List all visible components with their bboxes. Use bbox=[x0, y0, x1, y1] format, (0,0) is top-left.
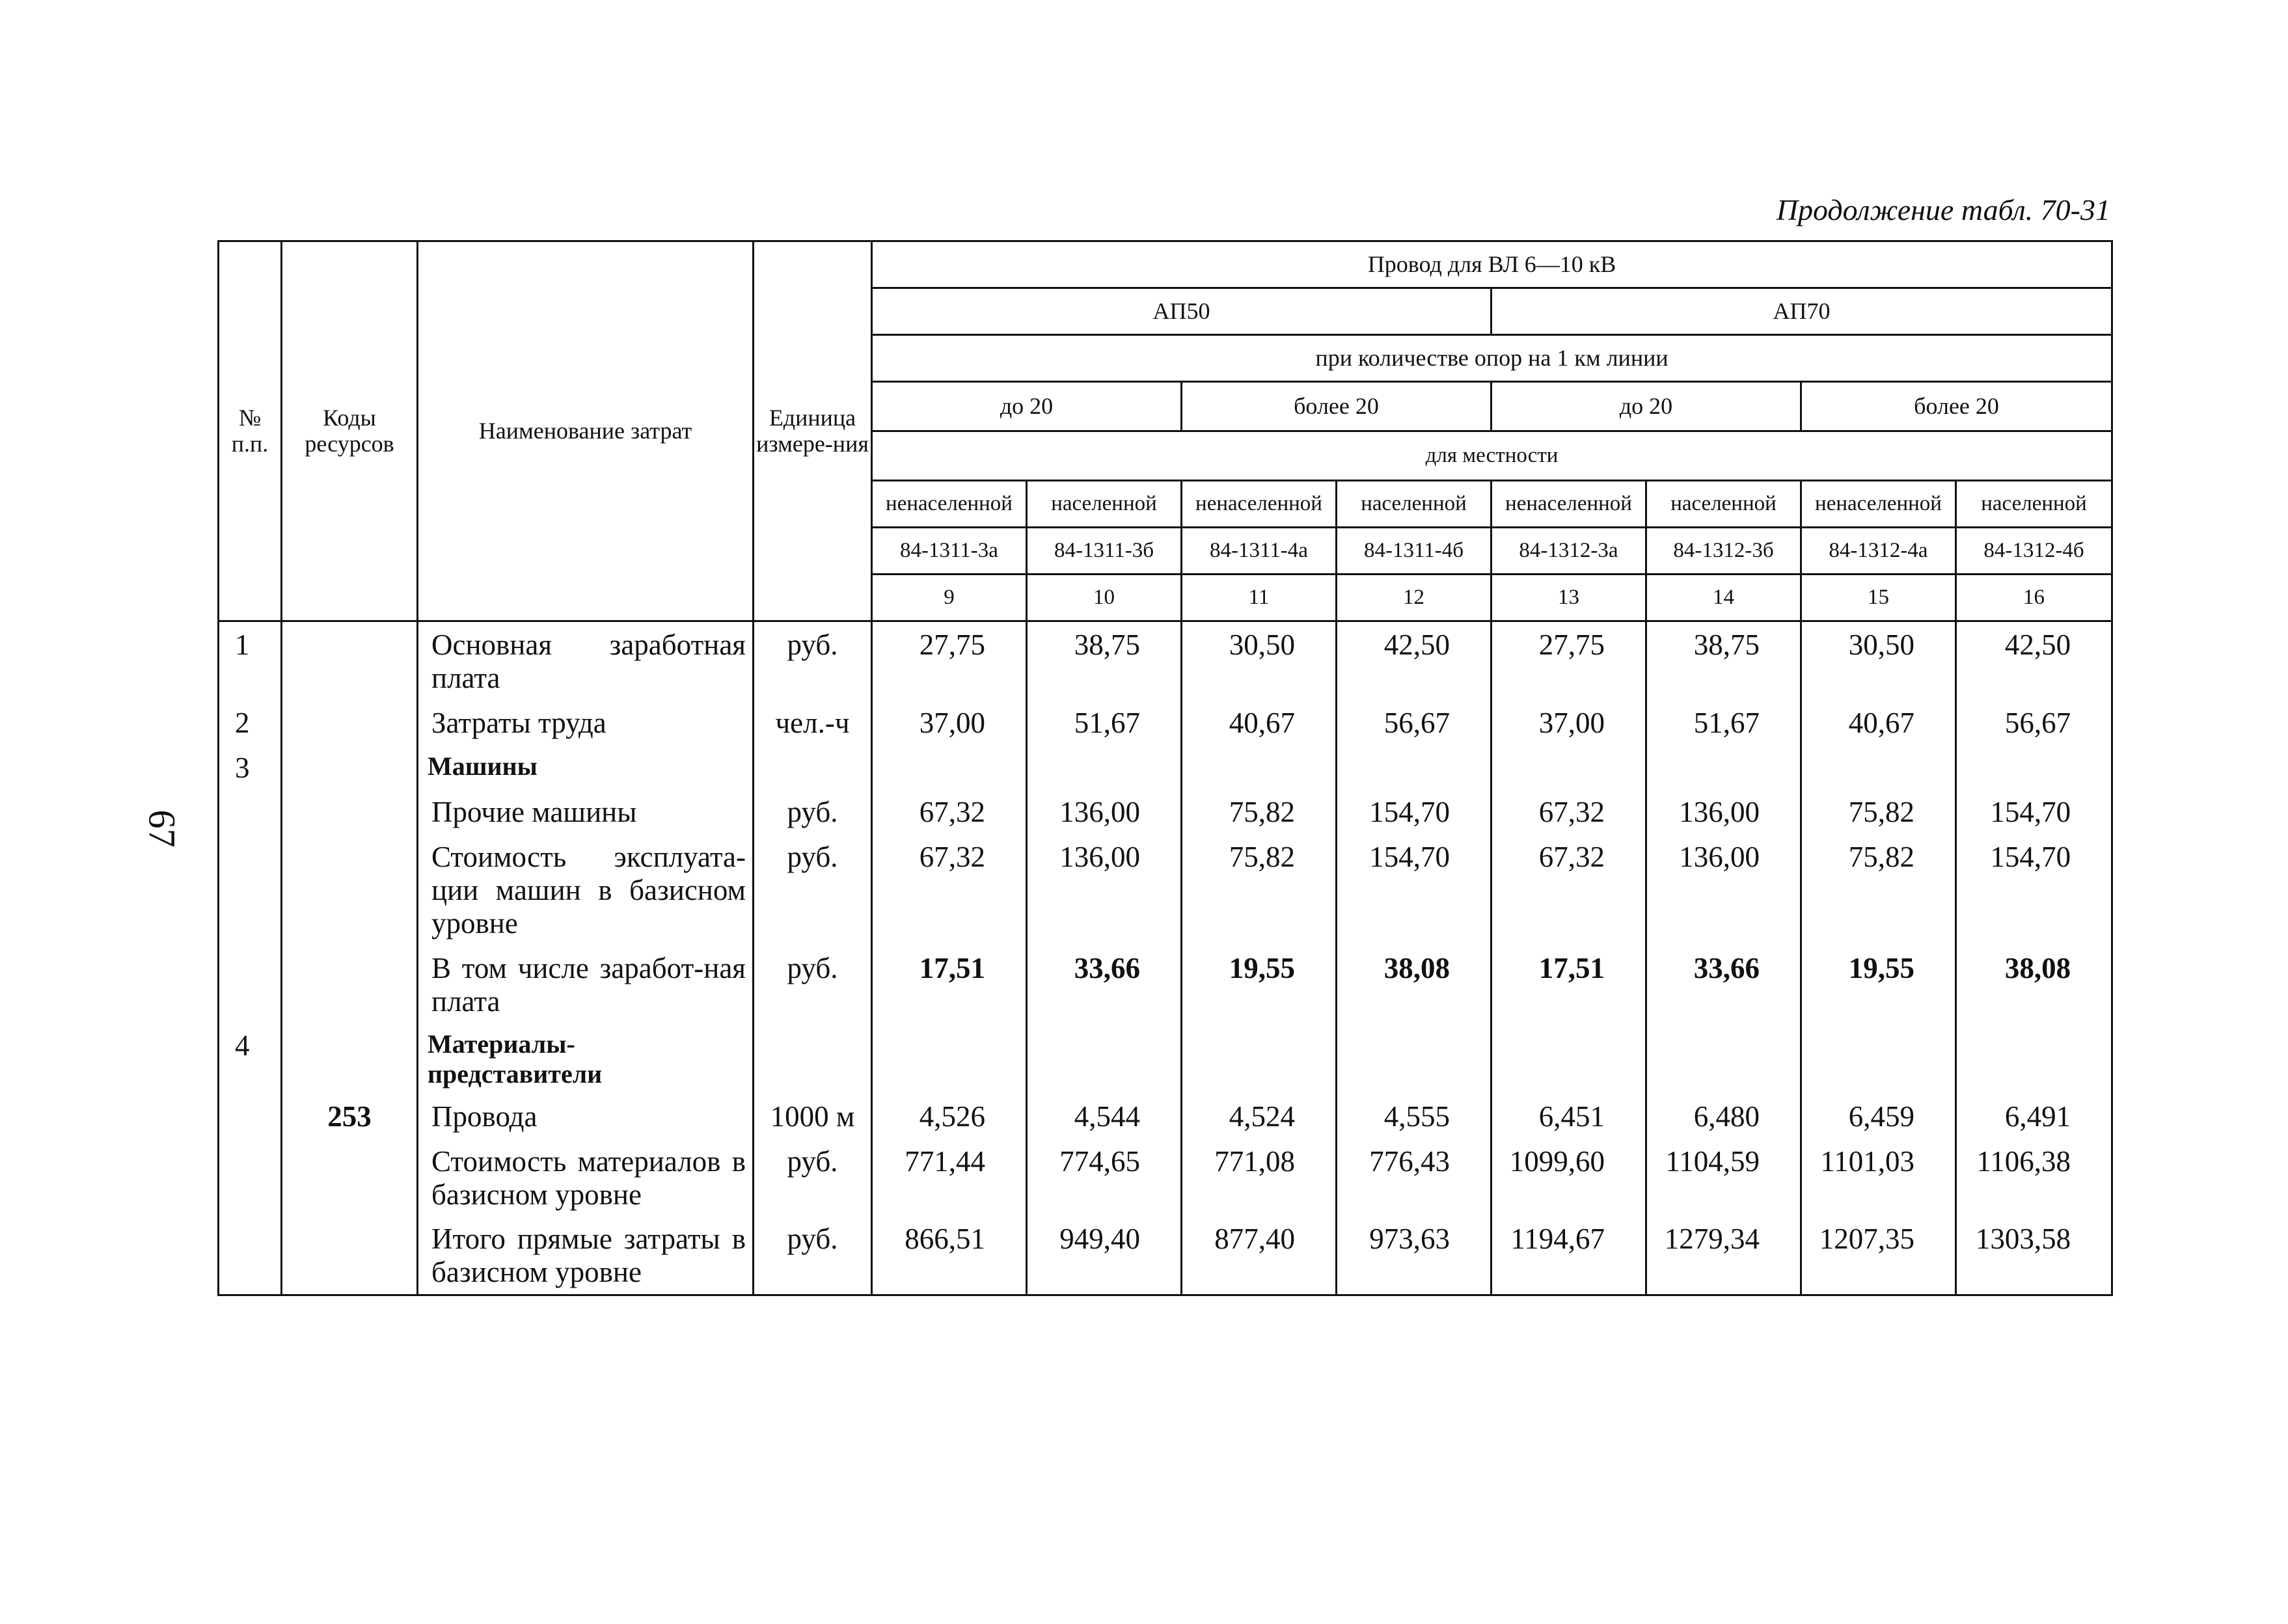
table-row bbox=[219, 834, 2112, 945]
value-cell bbox=[1182, 745, 1337, 790]
header-norm-code: 84-1312-4а bbox=[1801, 528, 1956, 575]
value-cell: 949,40 bbox=[1027, 1216, 1182, 1295]
value-cell bbox=[1801, 1023, 1956, 1093]
value-cell: 67,32 bbox=[872, 834, 1027, 945]
value-cell: 771,44 bbox=[872, 1139, 1027, 1217]
unit-of-measure: руб. bbox=[754, 789, 872, 834]
resource-code bbox=[282, 621, 418, 700]
value-cell: 75,82 bbox=[1801, 789, 1956, 834]
value-cell: 33,66 bbox=[1646, 945, 1801, 1023]
header-norm-code: 84-1311-4б bbox=[1337, 528, 1491, 575]
value-cell: 17,51 bbox=[872, 945, 1027, 1023]
header-norm-code: 84-1312-4б bbox=[1956, 528, 2112, 575]
header-codes: Коды ресурсов bbox=[282, 241, 418, 621]
value-cell: 6,480 bbox=[1646, 1094, 1801, 1139]
value-cell: 774,65 bbox=[1027, 1139, 1182, 1217]
cost-name: Стоимость материалов в базисном уровне bbox=[418, 1139, 754, 1217]
value-cell: 973,63 bbox=[1337, 1216, 1491, 1295]
value-cell: 1104,59 bbox=[1646, 1139, 1801, 1217]
resource-code: 253 bbox=[282, 1094, 418, 1139]
value-cell: 42,50 bbox=[1956, 621, 2112, 700]
cost-name: Материалы-представители bbox=[418, 1023, 754, 1093]
table-header bbox=[219, 241, 2112, 621]
value-cell: 56,67 bbox=[1956, 700, 2112, 745]
value-cell: 38,75 bbox=[1646, 621, 1801, 700]
header-locality-type: населенной bbox=[1646, 481, 1801, 528]
header-locality-type: ненаселенной bbox=[1801, 481, 1956, 528]
value-cell: 154,70 bbox=[1956, 834, 2112, 945]
value-cell: 56,67 bbox=[1337, 700, 1491, 745]
table-row bbox=[219, 789, 2112, 834]
value-cell bbox=[1027, 745, 1182, 790]
row-index bbox=[219, 945, 282, 1023]
value-cell bbox=[1337, 745, 1491, 790]
header-col-number: 13 bbox=[1491, 575, 1646, 621]
value-cell bbox=[872, 745, 1027, 790]
table-row bbox=[219, 1023, 2112, 1093]
value-cell: 136,00 bbox=[1646, 789, 1801, 834]
cost-table bbox=[217, 240, 2113, 1296]
cost-name: Прочие машины bbox=[418, 789, 754, 834]
row-index bbox=[219, 834, 282, 945]
value-cell: 1207,35 bbox=[1801, 1216, 1956, 1295]
cost-name: Итого прямые затраты в базисном уровне bbox=[418, 1216, 754, 1295]
row-index: 3 bbox=[219, 745, 282, 790]
value-cell bbox=[1491, 1023, 1646, 1093]
header-group-title: Провод для ВЛ 6—10 кВ bbox=[872, 241, 2112, 288]
table-row bbox=[219, 1094, 2112, 1139]
value-cell: 37,00 bbox=[1491, 700, 1646, 745]
value-cell: 6,459 bbox=[1801, 1094, 1956, 1139]
value-cell: 877,40 bbox=[1182, 1216, 1337, 1295]
header-support-range: до 20 bbox=[1491, 382, 1801, 431]
value-cell: 38,08 bbox=[1337, 945, 1491, 1023]
resource-code bbox=[282, 1216, 418, 1295]
value-cell bbox=[1491, 745, 1646, 790]
table-caption: Продолжение табл. 70-31 bbox=[1776, 193, 2110, 226]
value-cell bbox=[1956, 1023, 2112, 1093]
value-cell: 866,51 bbox=[872, 1216, 1027, 1295]
header-col-number: 15 bbox=[1801, 575, 1956, 621]
value-cell: 30,50 bbox=[1801, 621, 1956, 700]
header-name: Наименование затрат bbox=[418, 241, 754, 621]
value-cell: 154,70 bbox=[1956, 789, 2112, 834]
page-number: 67 bbox=[141, 809, 184, 848]
value-cell: 776,43 bbox=[1337, 1139, 1491, 1217]
header-norm-code: 84-1311-3а bbox=[872, 528, 1027, 575]
unit-of-measure: руб. bbox=[754, 834, 872, 945]
resource-code bbox=[282, 745, 418, 790]
value-cell: 4,526 bbox=[872, 1094, 1027, 1139]
header-unit: Единица измере-ния bbox=[754, 241, 872, 621]
header-col-number: 16 bbox=[1956, 575, 2112, 621]
value-cell: 1194,67 bbox=[1491, 1216, 1646, 1295]
value-cell: 4,555 bbox=[1337, 1094, 1491, 1139]
row-index bbox=[219, 1216, 282, 1295]
cost-name: Машины bbox=[418, 745, 754, 790]
table-row bbox=[219, 1216, 2112, 1295]
header-locality-type: населенной bbox=[1956, 481, 2112, 528]
value-cell bbox=[1956, 745, 2112, 790]
row-index bbox=[219, 1139, 282, 1217]
header-num: № п.п. bbox=[219, 241, 282, 621]
header-norm-code: 84-1312-3б bbox=[1646, 528, 1801, 575]
value-cell: 75,82 bbox=[1182, 834, 1337, 945]
value-cell: 40,67 bbox=[1182, 700, 1337, 745]
value-cell: 51,67 bbox=[1646, 700, 1801, 745]
resource-code bbox=[282, 834, 418, 945]
value-cell: 51,67 bbox=[1027, 700, 1182, 745]
value-cell: 75,82 bbox=[1801, 834, 1956, 945]
value-cell: 136,00 bbox=[1027, 834, 1182, 945]
header-locality: для местности bbox=[872, 431, 2112, 481]
value-cell: 67,32 bbox=[872, 789, 1027, 834]
value-cell: 1101,03 bbox=[1801, 1139, 1956, 1217]
value-cell bbox=[1182, 1023, 1337, 1093]
header-locality-type: населенной bbox=[1027, 481, 1182, 528]
unit-of-measure: чел.-ч bbox=[754, 700, 872, 745]
value-cell: 67,32 bbox=[1491, 789, 1646, 834]
resource-code bbox=[282, 1023, 418, 1093]
cost-name: Провода bbox=[418, 1094, 754, 1139]
value-cell bbox=[1027, 1023, 1182, 1093]
value-cell: 771,08 bbox=[1182, 1139, 1337, 1217]
header-locality-type: ненаселенной bbox=[872, 481, 1027, 528]
value-cell: 38,08 bbox=[1956, 945, 2112, 1023]
value-cell: 4,544 bbox=[1027, 1094, 1182, 1139]
header-support-range: более 20 bbox=[1801, 382, 2112, 431]
value-cell: 40,67 bbox=[1801, 700, 1956, 745]
cost-table-container bbox=[217, 240, 2110, 1296]
value-cell: 75,82 bbox=[1182, 789, 1337, 834]
table-row bbox=[219, 700, 2112, 745]
value-cell: 17,51 bbox=[1491, 945, 1646, 1023]
table-row bbox=[219, 1139, 2112, 1217]
value-cell: 154,70 bbox=[1337, 789, 1491, 834]
row-index bbox=[219, 789, 282, 834]
header-locality-type: ненаселенной bbox=[1182, 481, 1337, 528]
unit-of-measure: руб. bbox=[754, 621, 872, 700]
resource-code bbox=[282, 700, 418, 745]
row-index: 2 bbox=[219, 700, 282, 745]
unit-of-measure: руб. bbox=[754, 945, 872, 1023]
resource-code bbox=[282, 945, 418, 1023]
table-row bbox=[219, 621, 2112, 700]
value-cell: 27,75 bbox=[1491, 621, 1646, 700]
header-locality-type: ненаселенной bbox=[1491, 481, 1646, 528]
resource-code bbox=[282, 789, 418, 834]
value-cell: 6,491 bbox=[1956, 1094, 2112, 1139]
value-cell: 42,50 bbox=[1337, 621, 1491, 700]
resource-code bbox=[282, 1139, 418, 1217]
value-cell bbox=[872, 1023, 1027, 1093]
value-cell: 30,50 bbox=[1182, 621, 1337, 700]
cost-name: Основная заработная плата bbox=[418, 621, 754, 700]
value-cell bbox=[1646, 745, 1801, 790]
table-row bbox=[219, 945, 2112, 1023]
value-cell: 1303,58 bbox=[1956, 1216, 2112, 1295]
value-cell: 4,524 bbox=[1182, 1094, 1337, 1139]
value-cell: 38,75 bbox=[1027, 621, 1182, 700]
header-locality-type: населенной bbox=[1337, 481, 1491, 528]
header-col-number: 14 bbox=[1646, 575, 1801, 621]
value-cell: 1106,38 bbox=[1956, 1139, 2112, 1217]
value-cell: 33,66 bbox=[1027, 945, 1182, 1023]
cost-name: Затраты труда bbox=[418, 700, 754, 745]
header-col-number: 12 bbox=[1337, 575, 1491, 621]
value-cell: 27,75 bbox=[872, 621, 1027, 700]
unit-of-measure bbox=[754, 745, 872, 790]
value-cell: 67,32 bbox=[1491, 834, 1646, 945]
unit-of-measure: руб. bbox=[754, 1139, 872, 1217]
cost-name: Стоимость эксплуата-ции машин в базисном уровне bbox=[418, 834, 754, 945]
header-col-number: 10 bbox=[1027, 575, 1182, 621]
header-norm-code: 84-1311-3б bbox=[1027, 528, 1182, 575]
table-row bbox=[219, 745, 2112, 790]
row-index: 1 bbox=[219, 621, 282, 700]
header-wire-type: АП50 bbox=[872, 288, 1491, 335]
header-norm-code: 84-1311-4а bbox=[1182, 528, 1337, 575]
value-cell: 19,55 bbox=[1801, 945, 1956, 1023]
value-cell bbox=[1801, 745, 1956, 790]
cost-name: В том числе заработ-ная плата bbox=[418, 945, 754, 1023]
header-support-range: более 20 bbox=[1182, 382, 1491, 431]
header-supports: при количестве опор на 1 км линии bbox=[872, 335, 2112, 382]
row-index: 4 bbox=[219, 1023, 282, 1093]
header-col-number: 11 bbox=[1182, 575, 1337, 621]
unit-of-measure: руб. bbox=[754, 1216, 872, 1295]
header-wire-type: АП70 bbox=[1491, 288, 2112, 335]
value-cell: 154,70 bbox=[1337, 834, 1491, 945]
value-cell: 6,451 bbox=[1491, 1094, 1646, 1139]
value-cell: 1279,34 bbox=[1646, 1216, 1801, 1295]
value-cell bbox=[1646, 1023, 1801, 1093]
unit-of-measure bbox=[754, 1023, 872, 1093]
header-col-number: 9 bbox=[872, 575, 1027, 621]
value-cell: 1099,60 bbox=[1491, 1139, 1646, 1217]
value-cell bbox=[1337, 1023, 1491, 1093]
value-cell: 136,00 bbox=[1027, 789, 1182, 834]
unit-of-measure: 1000 м bbox=[754, 1094, 872, 1139]
header-norm-code: 84-1312-3а bbox=[1491, 528, 1646, 575]
value-cell: 136,00 bbox=[1646, 834, 1801, 945]
row-index bbox=[219, 1094, 282, 1139]
header-support-range: до 20 bbox=[872, 382, 1182, 431]
table-body bbox=[219, 621, 2112, 1295]
value-cell: 37,00 bbox=[872, 700, 1027, 745]
value-cell: 19,55 bbox=[1182, 945, 1337, 1023]
